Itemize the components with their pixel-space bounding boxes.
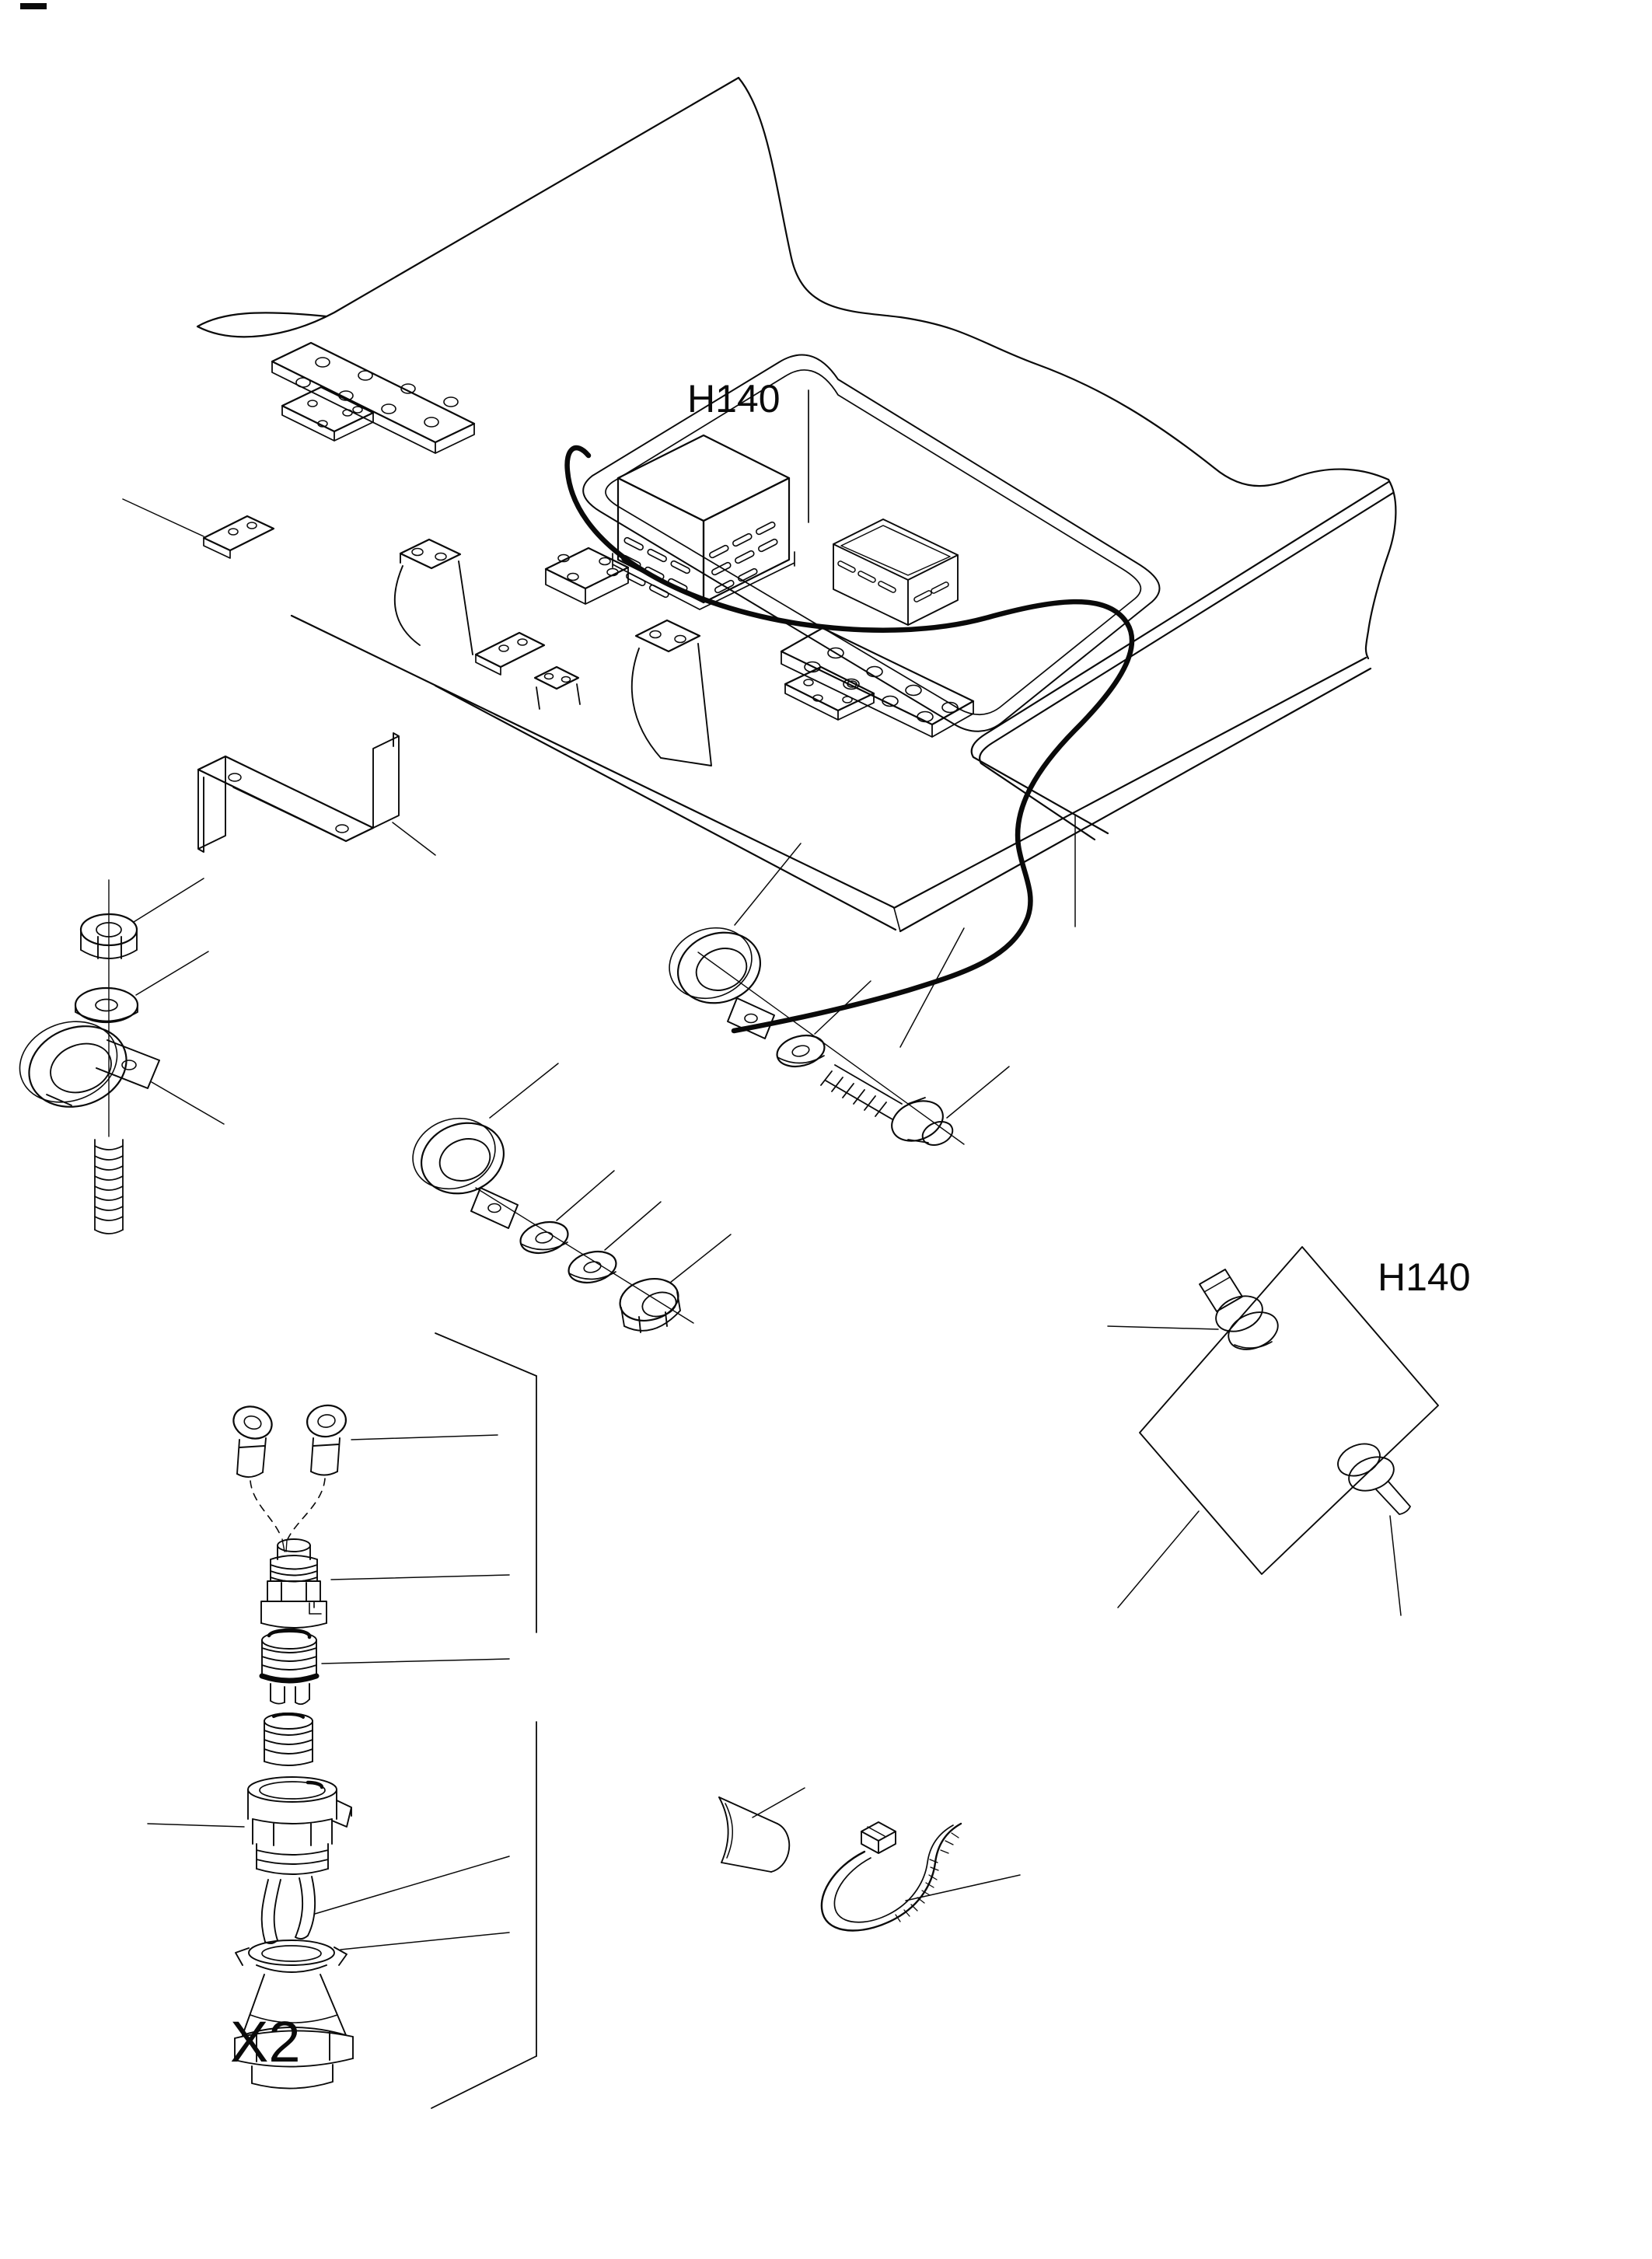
rail-right-lower [900, 669, 1371, 931]
hex-bolt-icon [821, 1065, 1009, 1149]
body-contour [739, 78, 1388, 486]
fastener-group-upper [659, 843, 1009, 1149]
unit-installed-label: H140 [687, 377, 781, 421]
gusset-bracket-icon [395, 539, 473, 655]
unit-detail-label: H140 [1378, 1255, 1471, 1299]
flat-washer-icon [75, 951, 208, 1022]
rail-right-upper [894, 658, 1366, 908]
hex-nut-icon [616, 1234, 731, 1332]
rail-left-upper [292, 616, 893, 907]
slotted-bar-1-icon [123, 499, 274, 558]
rail-left-lower [435, 686, 896, 930]
ring-terminal-icon [229, 1402, 276, 1477]
mounting-tray-icon [833, 519, 958, 625]
connector-fitting-icon [1108, 1269, 1284, 1356]
deck-edge-inner [980, 493, 1393, 840]
connector-lead-wires [262, 1856, 509, 1943]
chassis-overview [123, 78, 1395, 1047]
panel-outline [431, 1333, 536, 2108]
fastener-group-center [403, 1063, 731, 1332]
connector-assembly-x2 [148, 1402, 509, 2088]
connector-backshell-icon [261, 1539, 509, 1628]
hex-nut-icon [81, 878, 204, 958]
protective-sleeve-icon [719, 1788, 805, 1872]
connector-insert-icon [264, 1713, 313, 1765]
perforated-plate-center-icon [781, 628, 973, 737]
assembly-axis [476, 1188, 693, 1323]
fastener-group-left [9, 878, 224, 1234]
assembly-axis [698, 952, 964, 1144]
threaded-stud-icon [95, 1140, 123, 1234]
terminal-wire-dashed [250, 1479, 325, 1539]
connector-designator-label: X2 [230, 2009, 301, 2074]
registration-mark [20, 3, 47, 9]
rail-v-tick [894, 908, 900, 931]
ring-terminal-icon [305, 1403, 498, 1475]
perforated-plate-small-icon [282, 387, 373, 441]
loop-clamp-icon [659, 843, 801, 1039]
ecu-box-icon [613, 435, 795, 609]
loop-clamp-icon [403, 1063, 558, 1228]
z-bracket-icon [198, 733, 435, 855]
ecu-detail-view [1108, 1247, 1471, 1615]
deck-top-left-edge [197, 78, 739, 337]
slotted-bar-2-icon [476, 633, 544, 675]
connector-insert-icon [262, 1630, 509, 1704]
cable-tie-icon [822, 1822, 1020, 1931]
loop-clamp-icon [9, 1008, 224, 1124]
leader-detail-lower [1118, 1511, 1199, 1608]
connector-fitting-icon [1333, 1438, 1410, 1615]
square-plate-icon [546, 548, 628, 604]
gusset-bracket-small-icon [535, 667, 580, 709]
compartment-opening [583, 354, 1159, 731]
flat-washer-icon [517, 1171, 614, 1258]
gusset-bracket-tall-icon [632, 620, 711, 766]
perforated-plate-icon [272, 343, 474, 453]
connector-housing-icon [148, 1777, 351, 1874]
flat-washer-icon [565, 1202, 661, 1287]
flat-washer-icon [774, 981, 871, 1071]
